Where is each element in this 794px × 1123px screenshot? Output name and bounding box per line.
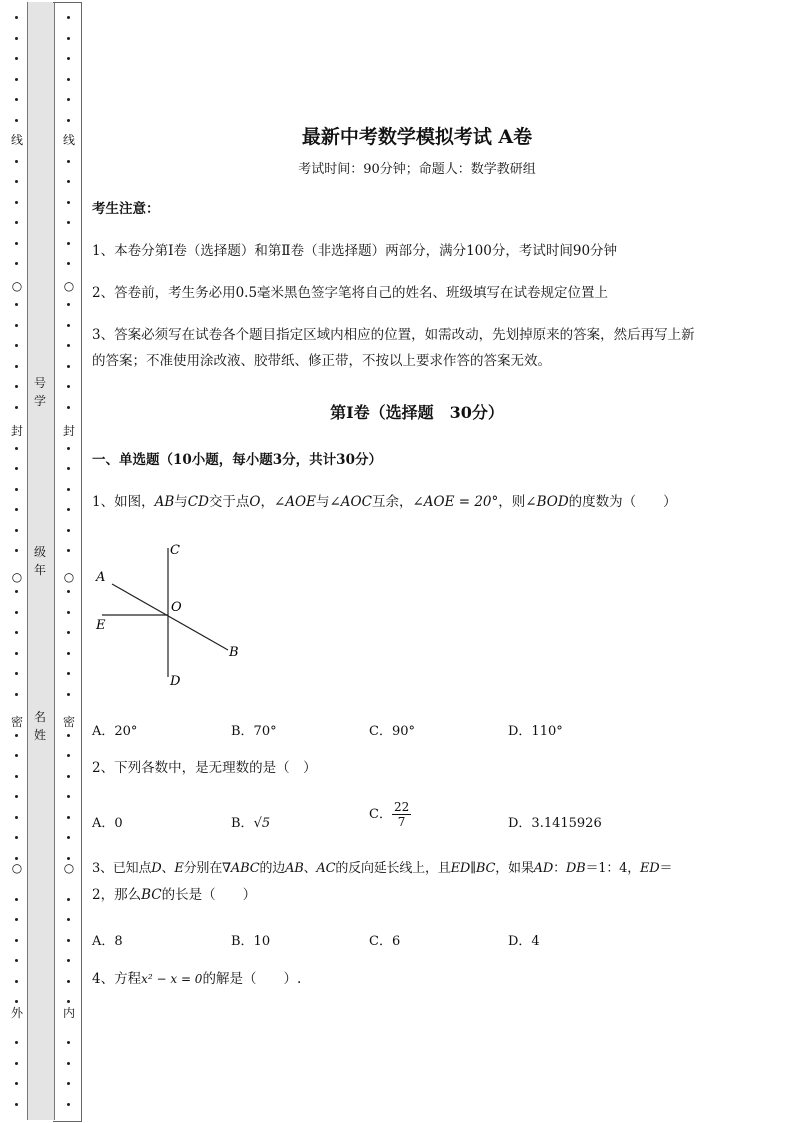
outer-dot	[15, 734, 18, 737]
outer-dot	[15, 344, 18, 347]
outer-dot	[15, 37, 18, 40]
binding-frame	[53, 2, 82, 1122]
inner-dot	[67, 160, 70, 163]
inner-dot	[67, 754, 70, 757]
outer-dot	[15, 980, 18, 983]
outer-dot	[15, 1082, 18, 1085]
inner-dot	[67, 447, 70, 450]
inner-dot	[67, 57, 70, 60]
outer-dot	[15, 406, 18, 409]
outer-dot	[15, 385, 18, 388]
outer-dot	[15, 78, 18, 81]
inner-dot	[67, 1000, 70, 1003]
notice-item-3: 3、答案必须写在试卷各个题目指定区域内相应的位置，如需改动，先划掉原来的答案，然后再写上新	[92, 327, 695, 343]
outer-dot	[15, 1062, 18, 1065]
inner-dot	[67, 918, 70, 921]
inner-dot	[67, 201, 70, 204]
question-3-stem-line2: 2，那么BC的长是（ ）	[92, 887, 257, 903]
question-1-stem: 1、如图，AB与CD交于点O，∠AOE与∠AOC互余，∠AOE = 20°，则∠BOD的度数为（ ）	[92, 494, 677, 510]
label-b: B	[229, 645, 239, 660]
inner-dot	[67, 385, 70, 388]
outer-dot	[15, 467, 18, 470]
inner-mark: 封	[62, 424, 75, 438]
grade-label: 级 年	[33, 545, 46, 577]
outer-dot	[15, 939, 18, 942]
outer-dot	[15, 836, 18, 839]
outer-dot	[15, 201, 18, 204]
inner-dot	[67, 734, 70, 737]
outer-dot	[15, 693, 18, 696]
q1-option-c[interactable]: C．90°	[369, 724, 415, 739]
inner-dot	[67, 1062, 70, 1065]
outer-mark: 线	[10, 133, 23, 147]
q1-option-d[interactable]: D．110°	[508, 724, 563, 739]
inner-dot	[67, 119, 70, 122]
outer-mark: 外	[10, 1006, 23, 1020]
inner-dot	[67, 857, 70, 860]
outer-dot	[15, 631, 18, 634]
question-3-stem-line1: 3、已知点D、E分别在∇ABC的边AB、AC的反向延长线上，且ED∥BC，如果AD：DB＝1：4，ED＝	[92, 861, 673, 876]
label-c: C	[170, 543, 180, 558]
label-e: E	[96, 618, 106, 633]
inner-dot	[67, 980, 70, 983]
outer-dot	[15, 508, 18, 511]
q3-option-c[interactable]: C．6	[369, 934, 401, 949]
q1-option-b[interactable]: B．70°	[231, 724, 277, 739]
inner-dot	[67, 549, 70, 552]
q2-option-a[interactable]: A．0	[92, 816, 123, 831]
inner-dot	[67, 488, 70, 491]
inner-dot	[67, 590, 70, 593]
outer-dot	[15, 816, 18, 819]
notice-heading: 考生注意：	[92, 201, 160, 217]
inner-dot	[67, 693, 70, 696]
line-ab	[112, 584, 228, 650]
outer-dot	[15, 959, 18, 962]
q3-option-d[interactable]: D．4	[508, 934, 540, 949]
inner-dot	[67, 242, 70, 245]
outer-dot	[15, 795, 18, 798]
outer-dot	[15, 160, 18, 163]
outer-dot	[15, 1000, 18, 1003]
q3-option-b[interactable]: B．10	[231, 934, 271, 949]
outer-dot	[15, 754, 18, 757]
outer-dot	[15, 221, 18, 224]
page-title: 最新中考数学模拟考试 A卷	[301, 126, 533, 148]
page-subtitle: 考试时间：90分钟；命题人：数学教研组	[298, 162, 536, 177]
q3-option-a[interactable]: A．8	[92, 934, 123, 949]
outer-dot	[15, 1041, 18, 1044]
section-title: 第I卷（选择题 30分）	[330, 403, 504, 422]
inner-dot	[67, 98, 70, 101]
inner-dot	[67, 1082, 70, 1085]
inner-dot	[67, 529, 70, 532]
notice-item-1: 1、本卷分第I卷（选择题）和第Ⅱ卷（非选择题）两部分，满分100分，考试时间90分钟	[92, 243, 618, 259]
notice-item-3-cont: 的答案；不准使用涂改液、胶带纸、修正带，不按以上要求作答的答案无效。	[92, 353, 551, 369]
inner-dot	[67, 939, 70, 942]
outer-mark: 封	[10, 424, 23, 438]
inner-mark: ○	[63, 570, 75, 584]
q2-option-c[interactable]: C． $\frac{22}{7}$	[369, 800, 410, 829]
student-id-label: 号 学	[33, 376, 46, 408]
inner-mark: 线	[62, 133, 75, 147]
outer-dot	[15, 324, 18, 327]
outer-dot	[15, 672, 18, 675]
outer-dot	[15, 549, 18, 552]
outer-dot	[15, 611, 18, 614]
outer-dot	[15, 590, 18, 593]
inner-dot	[67, 324, 70, 327]
outer-dot	[15, 262, 18, 265]
inner-dot	[67, 631, 70, 634]
outer-mark: 密	[10, 715, 23, 729]
inner-dot	[67, 37, 70, 40]
question-1-figure	[92, 536, 252, 696]
outer-dot	[15, 57, 18, 60]
label-o: O	[171, 600, 182, 615]
inner-dot	[67, 611, 70, 614]
inner-mark: 内	[62, 1006, 75, 1020]
outer-dot	[15, 365, 18, 368]
part-heading: 一、单选题（10小题，每小题3分，共计30分）	[92, 452, 382, 468]
name-label: 名 姓	[33, 710, 46, 742]
outer-dot	[15, 488, 18, 491]
binding-strip	[0, 0, 82, 1123]
label-d: D	[170, 674, 181, 689]
outer-dot	[15, 898, 18, 901]
outer-dot	[15, 303, 18, 306]
inner-dot	[67, 508, 70, 511]
inner-dot	[67, 344, 70, 347]
inner-dot	[67, 406, 70, 409]
inner-dot	[67, 898, 70, 901]
inner-dot	[67, 365, 70, 368]
inner-dot	[67, 1103, 70, 1106]
outer-dot	[15, 119, 18, 122]
inner-dot	[67, 816, 70, 819]
outer-mark: ○	[11, 279, 23, 293]
question-2-stem: 2、下列各数中，是无理数的是（ ）	[92, 760, 317, 776]
inner-dot	[67, 303, 70, 306]
question-4-stem: 4、方程x² − x = 0的解是（ ）.	[92, 971, 302, 987]
notice-item-2: 2、答卷前，考生务必用0.5毫米黑色签字笔将自己的姓名、班级填写在试卷规定位置上	[92, 285, 609, 301]
outer-mark: ○	[11, 861, 23, 875]
label-a: A	[96, 570, 106, 585]
inner-dot	[67, 836, 70, 839]
inner-dot	[67, 180, 70, 183]
inner-mark: ○	[63, 279, 75, 293]
inner-dot	[67, 467, 70, 470]
q2-option-b[interactable]: B．√5	[231, 816, 271, 831]
inner-dot	[67, 221, 70, 224]
fraction: $\frac{22}{7}$	[393, 800, 410, 829]
outer-mark: ○	[11, 570, 23, 584]
outer-dot	[15, 918, 18, 921]
inner-dot	[67, 16, 70, 19]
inner-dot	[67, 672, 70, 675]
inner-dot	[67, 262, 70, 265]
outer-dot	[15, 857, 18, 860]
outer-dot	[15, 775, 18, 778]
inner-mark: ○	[63, 861, 75, 875]
outer-dot	[15, 1103, 18, 1106]
q1-option-a[interactable]: A．20°	[92, 724, 138, 739]
inner-dot	[67, 1041, 70, 1044]
outer-dot	[15, 447, 18, 450]
inner-dot	[67, 78, 70, 81]
outer-dot	[15, 652, 18, 655]
outer-dot	[15, 242, 18, 245]
inner-dot	[67, 795, 70, 798]
inner-mark: 密	[62, 715, 75, 729]
inner-dot	[67, 652, 70, 655]
outer-dot	[15, 529, 18, 532]
inner-dot	[67, 775, 70, 778]
outer-dot	[15, 98, 18, 101]
outer-dot	[15, 16, 18, 19]
inner-dot	[67, 959, 70, 962]
q2-option-d[interactable]: D．3.1415926	[508, 816, 602, 831]
outer-dot	[15, 180, 18, 183]
